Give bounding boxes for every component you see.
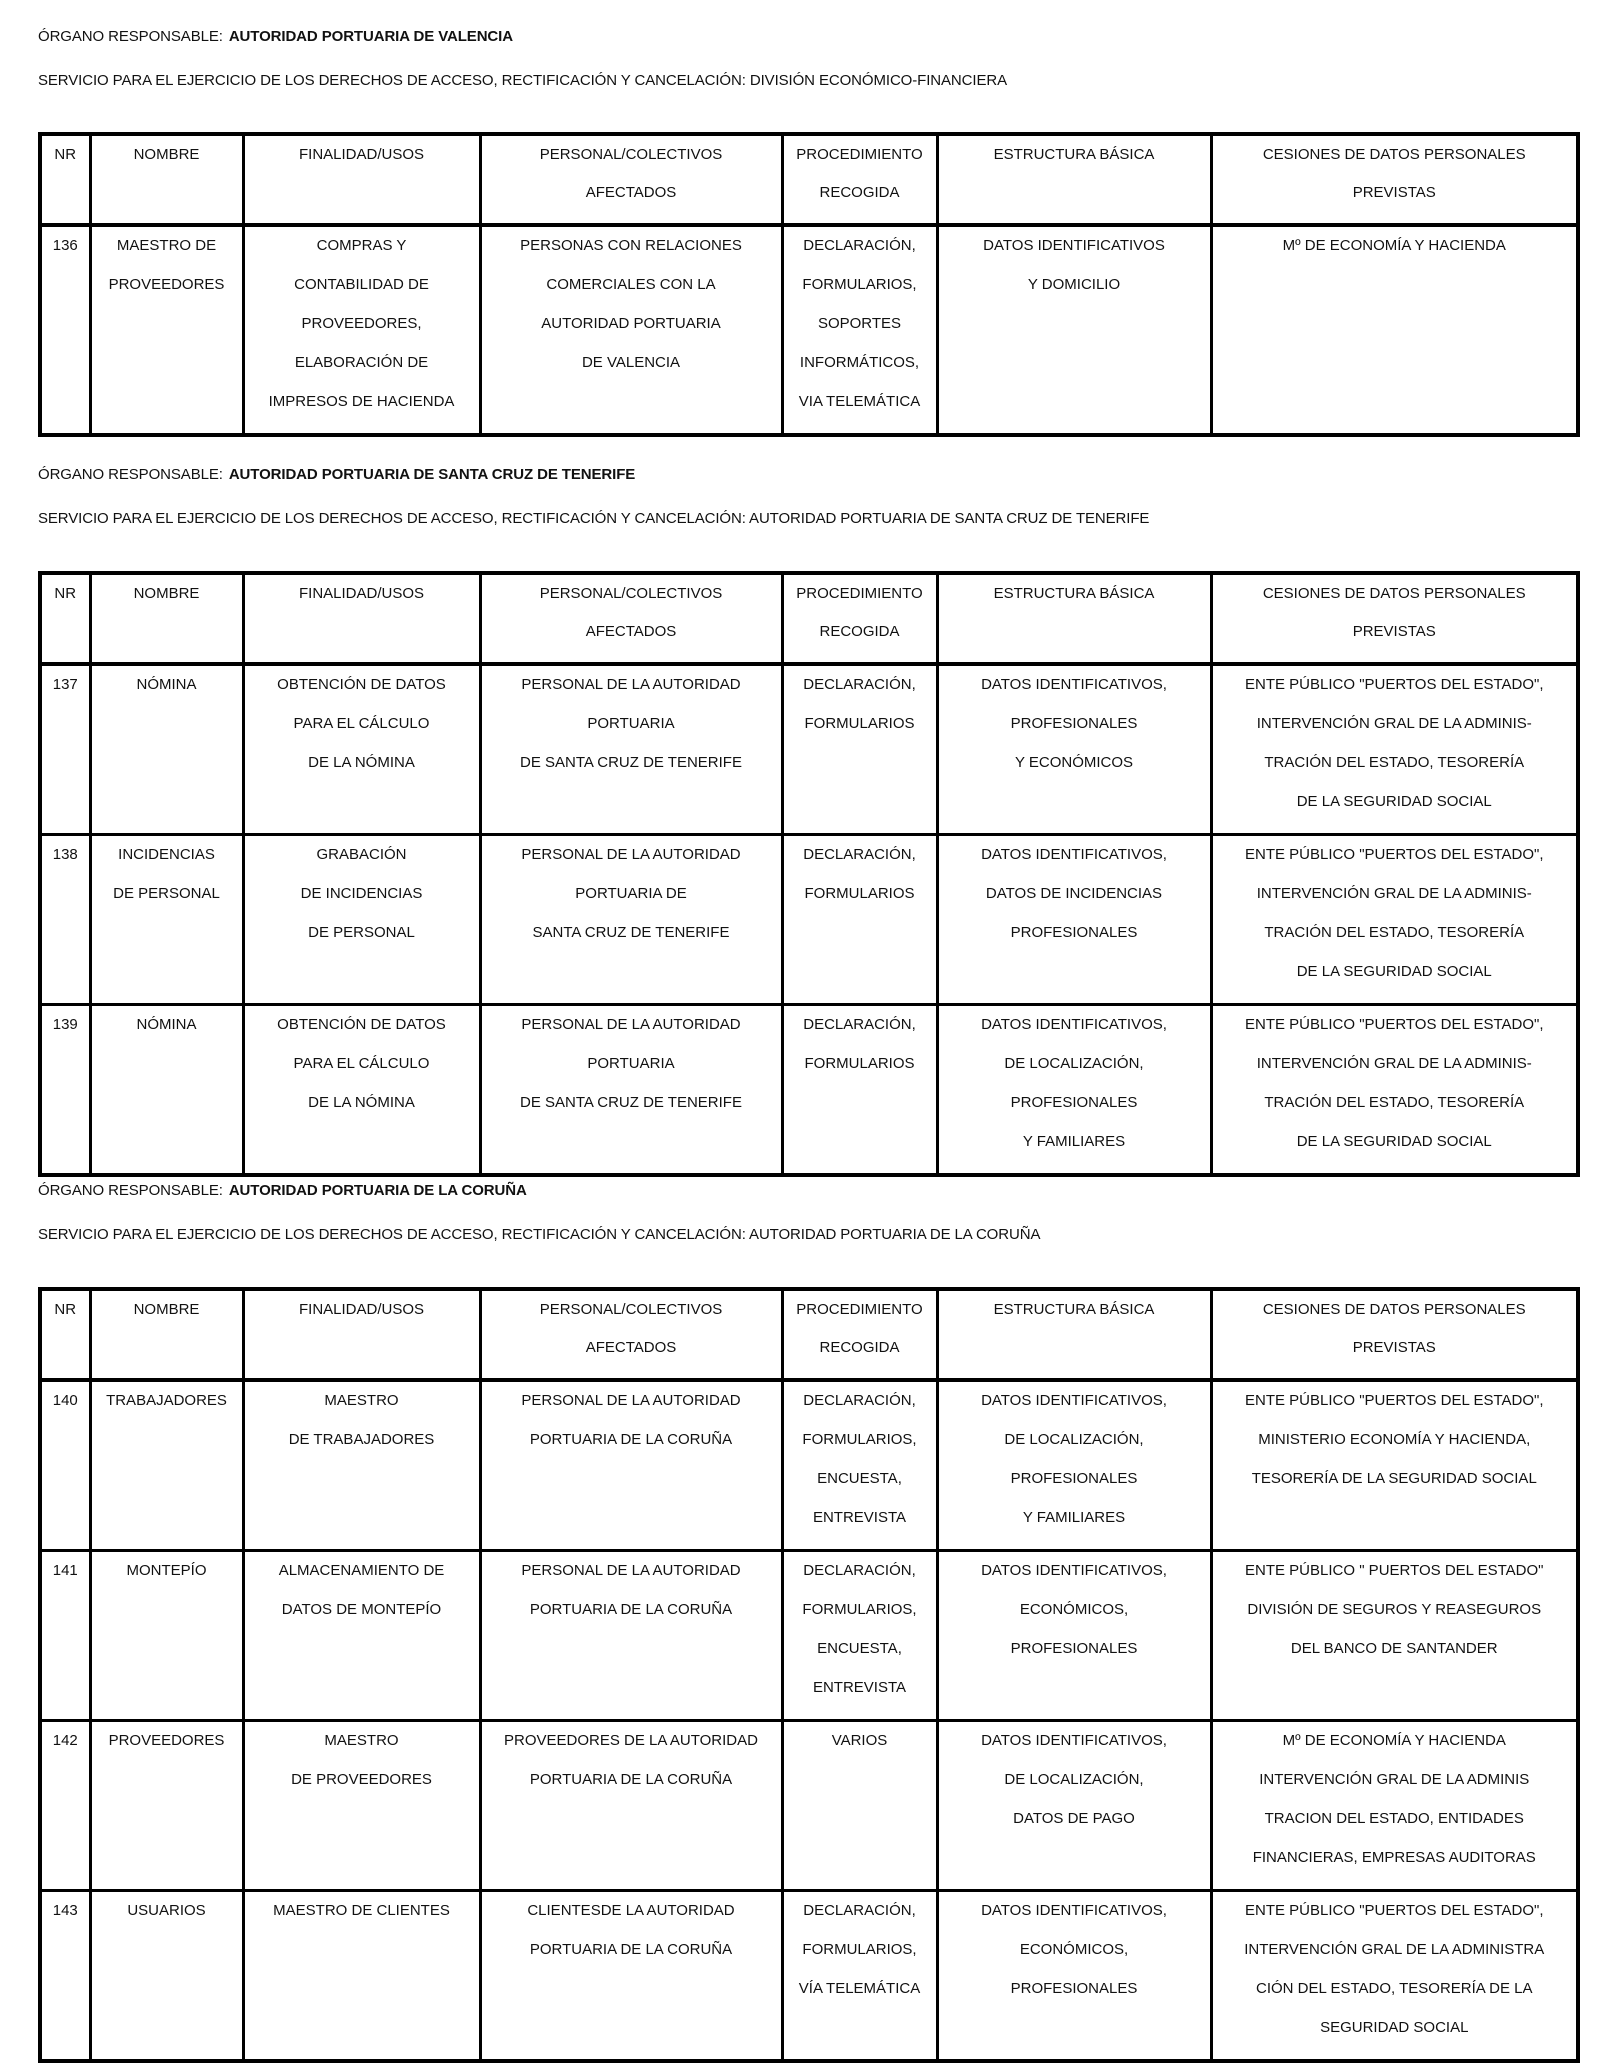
cell-nr — [40, 664, 90, 835]
column-header-nombre — [90, 134, 243, 225]
table-row — [40, 1005, 1578, 1176]
cell-line: SANTA CRUZ DE TENERIFE — [532, 924, 730, 941]
cell-line: INCIDENCIAS — [118, 846, 215, 863]
cell-line: DECLARACIÓN, — [803, 846, 916, 863]
cell-line: ENTE PÚBLICO "PUERTOS DEL ESTADO", — [1245, 676, 1544, 693]
cell-procedimiento — [782, 1551, 937, 1721]
cell-line: DATOS IDENTIFICATIVOS, — [981, 676, 1167, 693]
organo-value: AUTORIDAD PORTUARIA DE LA CORUÑA — [228, 1182, 527, 1199]
cell-nr — [40, 1891, 90, 2062]
cell-nr — [40, 1005, 90, 1176]
cell-line: PORTUARIA DE LA CORUÑA — [529, 1941, 733, 1958]
cell-line: Mº DE ECONOMÍA Y HACIENDA — [1282, 237, 1506, 254]
cell-line: ENTE PÚBLICO "PUERTOS DEL ESTADO", — [1245, 846, 1544, 863]
cell-nombre — [90, 225, 243, 435]
cell-line: DATOS IDENTIFICATIVOS, — [981, 1392, 1167, 1409]
cell-line: VARIOS — [831, 1732, 888, 1749]
cell-line: MAESTRO — [324, 1392, 399, 1409]
cell-finalidad — [243, 1891, 480, 2062]
cell-line: FORMULARIOS — [804, 715, 915, 732]
cell-line: DE LOCALIZACIÓN, — [1004, 1771, 1144, 1788]
cell-line: IMPRESOS DE HACIENDA — [268, 393, 455, 410]
cell-line: FORMULARIOS, — [802, 1431, 917, 1448]
cell-line: CONTABILIDAD DE — [294, 276, 429, 293]
cell-line: CESIONES DE DATOS PERSONALES — [1262, 1301, 1526, 1318]
table-row — [40, 1551, 1578, 1721]
cell-estructura — [937, 225, 1211, 435]
cell-line: NOMBRE — [133, 1301, 200, 1318]
cell-line: INTERVENCIÓN GRAL DE LA ADMINIS- — [1256, 1055, 1532, 1072]
cell-line: PORTUARIA — [587, 1055, 675, 1072]
cell-line: OBTENCIÓN DE DATOS — [277, 676, 446, 693]
cell-line: ENTE PÚBLICO " PUERTOS DEL ESTADO" — [1245, 1562, 1544, 1579]
cell-line: INTERVENCIÓN GRAL DE LA ADMINIS- — [1256, 885, 1532, 902]
organo-responsable — [38, 28, 513, 45]
cell-nombre — [90, 1551, 243, 1721]
cell-line: PERSONAL DE LA AUTORIDAD — [521, 1392, 741, 1409]
cell-line: 138 — [52, 846, 78, 863]
organo-label: ÓRGANO RESPONSABLE: — [38, 28, 223, 45]
cell-line: FINALIDAD/USOS — [298, 146, 425, 163]
cell-line: MINISTERIO ECONOMÍA Y HACIENDA, — [1258, 1431, 1531, 1448]
cell-line: ENTE PÚBLICO "PUERTOS DEL ESTADO", — [1245, 1902, 1544, 1919]
cell-line: PERSONAL/COLECTIVOS — [539, 146, 723, 163]
cell-line: DE LA SEGURIDAD SOCIAL — [1296, 963, 1492, 980]
cell-nr — [40, 1380, 90, 1551]
servicio-line: SERVICIO PARA EL EJERCICIO DE LOS DERECHOS DE ACCESO, RECTIFICACIÓN Y CANCELACIÓN: DIVISIÓN ECONÓMICO-FINANCIERA — [38, 72, 1007, 89]
cell-line: COMERCIALES CON LA — [546, 276, 716, 293]
column-header-estructura — [937, 573, 1211, 664]
cell-line: DE LA SEGURIDAD SOCIAL — [1296, 1133, 1492, 1150]
cell-line: DIVISIÓN DE SEGUROS Y REASEGUROS — [1247, 1601, 1542, 1618]
cell-line: PROFESIONALES — [1010, 924, 1138, 941]
cell-line: FINALIDAD/USOS — [298, 585, 425, 602]
cell-line: DATOS IDENTIFICATIVOS, — [981, 1016, 1167, 1033]
cell-line: CIÓN DEL ESTADO, TESORERÍA DE LA — [1256, 1980, 1533, 1997]
cell-line: NÓMINA — [136, 676, 197, 693]
header-row — [40, 573, 1578, 664]
cell-line: DE TRABAJADORES — [288, 1431, 435, 1448]
cell-line: PROVEEDORES — [108, 1732, 225, 1749]
cell-nombre — [90, 1005, 243, 1176]
cell-personal — [480, 664, 782, 835]
cell-line: DATOS IDENTIFICATIVOS, — [981, 1562, 1167, 1579]
cell-line: DECLARACIÓN, — [803, 676, 916, 693]
cell-procedimiento — [782, 1721, 937, 1891]
cell-line: DATOS DE PAGO — [1013, 1810, 1135, 1827]
cell-estructura — [937, 835, 1211, 1005]
cell-cesiones — [1211, 225, 1578, 435]
column-header-estructura — [937, 134, 1211, 225]
cell-personal — [480, 1005, 782, 1176]
cell-line: DE LOCALIZACIÓN, — [1004, 1431, 1144, 1448]
column-header-personal — [480, 134, 782, 225]
table-row — [40, 664, 1578, 835]
cell-line: 137 — [52, 676, 78, 693]
cell-line: RECOGIDA — [819, 1339, 900, 1356]
cell-line: NOMBRE — [133, 146, 200, 163]
cell-line: DE SANTA CRUZ DE TENERIFE — [520, 754, 742, 771]
cell-line: DE VALENCIA — [581, 354, 681, 371]
cell-line: GRABACIÓN — [316, 846, 407, 863]
cell-line: RECOGIDA — [819, 623, 900, 640]
column-header-cesiones — [1211, 573, 1578, 664]
cell-line: ELABORACIÓN DE — [294, 354, 429, 371]
cell-line: PROVEEDORES, — [301, 315, 422, 332]
table-row — [40, 1380, 1578, 1551]
cell-line: ENTREVISTA — [812, 1509, 907, 1526]
cell-line: DEL BANCO DE SANTANDER — [1290, 1640, 1498, 1657]
cell-line: PERSONAL/COLECTIVOS — [539, 585, 723, 602]
cell-personal — [480, 1380, 782, 1551]
column-header-procedimiento — [782, 573, 937, 664]
cell-line: TRACION DEL ESTADO, ENTIDADES — [1264, 1810, 1524, 1827]
cell-line: INTERVENCIÓN GRAL DE LA ADMINISTRA — [1244, 1941, 1545, 1958]
cell-line: TESORERÍA DE LA SEGURIDAD SOCIAL — [1251, 1470, 1537, 1487]
cell-nombre — [90, 1721, 243, 1891]
cell-line: 142 — [52, 1732, 78, 1749]
cell-nombre — [90, 664, 243, 835]
cell-line: TRACIÓN DEL ESTADO, TESORERÍA — [1264, 1094, 1525, 1111]
column-header-finalidad — [243, 134, 480, 225]
servicio-line: SERVICIO PARA EL EJERCICIO DE LOS DERECHOS DE ACCESO, RECTIFICACIÓN Y CANCELACIÓN: AUTORIDAD PORTUARIA DE SANTA CRUZ DE TENERIFE — [38, 510, 1150, 527]
cell-line: NR — [54, 1301, 77, 1318]
column-header-cesiones — [1211, 1289, 1578, 1380]
cell-line: NR — [54, 146, 77, 163]
cell-cesiones — [1211, 1891, 1578, 2062]
cell-procedimiento — [782, 225, 937, 435]
cell-line: DATOS IDENTIFICATIVOS, — [981, 1902, 1167, 1919]
cell-personal — [480, 1891, 782, 2062]
cell-line: ENCUESTA, — [817, 1470, 902, 1487]
cell-line: PROVEEDORES — [108, 276, 225, 293]
cell-line: MAESTRO DE CLIENTES — [273, 1902, 450, 1919]
cell-estructura — [937, 1005, 1211, 1176]
cell-cesiones — [1211, 1721, 1578, 1891]
column-header-nombre — [90, 1289, 243, 1380]
cell-line: PROFESIONALES — [1010, 1980, 1138, 1997]
cell-cesiones — [1211, 664, 1578, 835]
cell-line: DECLARACIÓN, — [803, 1562, 916, 1579]
cell-line: PORTUARIA — [587, 715, 675, 732]
cell-line: PERSONAL/COLECTIVOS — [539, 1301, 723, 1318]
register-table — [38, 571, 1580, 1177]
register-table — [38, 1287, 1580, 2063]
column-header-finalidad — [243, 1289, 480, 1380]
cell-line: PREVISTAS — [1352, 1339, 1436, 1356]
cell-line: ECONÓMICOS, — [1019, 1601, 1129, 1618]
cell-line: NR — [54, 585, 77, 602]
cell-nombre — [90, 835, 243, 1005]
cell-nr — [40, 225, 90, 435]
cell-nr — [40, 835, 90, 1005]
cell-line: AUTORIDAD PORTUARIA — [541, 315, 721, 332]
cell-line: NOMBRE — [133, 585, 200, 602]
table-row — [40, 835, 1578, 1005]
cell-line: PROCEDIMIENTO — [796, 585, 923, 602]
cell-line: ENTREVISTA — [812, 1679, 907, 1696]
cell-line: PROFESIONALES — [1010, 1094, 1138, 1111]
cell-line: DE INCIDENCIAS — [300, 885, 423, 902]
cell-line: DECLARACIÓN, — [803, 1016, 916, 1033]
cell-finalidad — [243, 1721, 480, 1891]
cell-finalidad — [243, 835, 480, 1005]
column-header-finalidad — [243, 573, 480, 664]
cell-finalidad — [243, 225, 480, 435]
cell-line: PORTUARIA DE LA CORUÑA — [529, 1601, 733, 1618]
cell-nombre — [90, 1891, 243, 2062]
cell-personal — [480, 835, 782, 1005]
column-header-procedimiento — [782, 134, 937, 225]
cell-line: DECLARACIÓN, — [803, 1902, 916, 1919]
cell-procedimiento — [782, 835, 937, 1005]
cell-procedimiento — [782, 1891, 937, 2062]
column-header-nombre — [90, 573, 243, 664]
table-row — [40, 225, 1578, 435]
cell-procedimiento — [782, 1380, 937, 1551]
column-header-personal — [480, 573, 782, 664]
cell-finalidad — [243, 664, 480, 835]
cell-line: VIA TELEMÁTICA — [798, 393, 921, 410]
cell-line: DATOS DE MONTEPÍO — [281, 1601, 442, 1618]
register-table — [38, 132, 1580, 437]
column-header-procedimiento — [782, 1289, 937, 1380]
cell-line: Y DOMICILIO — [1027, 276, 1121, 293]
cell-line: DATOS DE INCIDENCIAS — [985, 885, 1163, 902]
cell-cesiones — [1211, 1380, 1578, 1551]
cell-line: DE PERSONAL — [113, 885, 220, 902]
column-header-estructura — [937, 1289, 1211, 1380]
column-header-nr — [40, 1289, 90, 1380]
cell-line: MONTEPÍO — [126, 1562, 207, 1579]
cell-line: FORMULARIOS — [804, 885, 915, 902]
cell-line: SOPORTES — [817, 315, 902, 332]
cell-line: 136 — [52, 237, 78, 254]
cell-estructura — [937, 1380, 1211, 1551]
cell-line: DE LOCALIZACIÓN, — [1004, 1055, 1144, 1072]
cell-line: VÍA TELEMÁTICA — [798, 1980, 921, 1997]
cell-line: RECOGIDA — [819, 184, 900, 201]
cell-line: PARA EL CÁLCULO — [293, 1055, 430, 1072]
cell-line: FORMULARIOS, — [802, 276, 917, 293]
cell-line: DE PERSONAL — [308, 924, 415, 941]
cell-line: DE LA SEGURIDAD SOCIAL — [1296, 793, 1492, 810]
cell-line: AFECTADOS — [585, 623, 677, 640]
cell-line: PORTUARIA DE — [575, 885, 687, 902]
cell-cesiones — [1211, 835, 1578, 1005]
header-row — [40, 1289, 1578, 1380]
cell-nombre — [90, 1380, 243, 1551]
cell-line: DE LA NÓMINA — [308, 1094, 415, 1111]
cell-nr — [40, 1721, 90, 1891]
cell-line: 139 — [52, 1016, 78, 1033]
table-row — [40, 1891, 1578, 2062]
cell-line: TRACIÓN DEL ESTADO, TESORERÍA — [1264, 754, 1525, 771]
cell-procedimiento — [782, 1005, 937, 1176]
cell-line: USUARIOS — [127, 1902, 206, 1919]
cell-line: PARA EL CÁLCULO — [293, 715, 430, 732]
column-header-nr — [40, 573, 90, 664]
cell-line: ALMACENAMIENTO DE — [278, 1562, 445, 1579]
cell-line: FORMULARIOS, — [802, 1941, 917, 1958]
cell-estructura — [937, 664, 1211, 835]
cell-line: TRABAJADORES — [106, 1392, 227, 1409]
cell-line: FINANCIERAS, EMPRESAS AUDITORAS — [1252, 1849, 1536, 1866]
cell-procedimiento — [782, 664, 937, 835]
cell-line: PROFESIONALES — [1010, 1640, 1138, 1657]
cell-line: ESTRUCTURA BÁSICA — [993, 1301, 1155, 1318]
cell-line: COMPRAS Y — [316, 237, 407, 254]
cell-estructura — [937, 1551, 1211, 1721]
cell-line: ENTE PÚBLICO "PUERTOS DEL ESTADO", — [1245, 1016, 1544, 1033]
table-row — [40, 1721, 1578, 1891]
cell-line: INTERVENCIÓN GRAL DE LA ADMINIS — [1259, 1771, 1530, 1788]
cell-line: ENCUESTA, — [817, 1640, 902, 1657]
cell-line: DATOS IDENTIFICATIVOS, — [981, 1732, 1167, 1749]
cell-line: PREVISTAS — [1352, 623, 1436, 640]
cell-line: FORMULARIOS — [804, 1055, 915, 1072]
cell-line: PROFESIONALES — [1010, 715, 1138, 732]
cell-line: DATOS IDENTIFICATIVOS — [983, 237, 1165, 254]
cell-line: TRACIÓN DEL ESTADO, TESORERÍA — [1264, 924, 1525, 941]
cell-line: PREVISTAS — [1352, 184, 1436, 201]
organo-responsable — [38, 1182, 527, 1199]
cell-line: PERSONAL DE LA AUTORIDAD — [521, 676, 741, 693]
cell-finalidad — [243, 1005, 480, 1176]
cell-estructura — [937, 1721, 1211, 1891]
cell-line: PERSONAL DE LA AUTORIDAD — [521, 846, 741, 863]
cell-line: PERSONAS CON RELACIONES — [520, 237, 742, 254]
cell-personal — [480, 1551, 782, 1721]
column-header-personal — [480, 1289, 782, 1380]
cell-line: FINALIDAD/USOS — [298, 1301, 425, 1318]
header-row — [40, 134, 1578, 225]
cell-line: ECONÓMICOS, — [1019, 1941, 1129, 1958]
cell-line: 140 — [52, 1392, 78, 1409]
cell-line: PROCEDIMIENTO — [796, 146, 923, 163]
column-header-nr — [40, 134, 90, 225]
cell-nr — [40, 1551, 90, 1721]
organo-value: AUTORIDAD PORTUARIA DE VALENCIA — [228, 28, 513, 45]
cell-line: PROCEDIMIENTO — [796, 1301, 923, 1318]
cell-line: DE LA NÓMINA — [308, 754, 415, 771]
cell-line: DATOS IDENTIFICATIVOS, — [981, 846, 1167, 863]
cell-line: Mº DE ECONOMÍA Y HACIENDA — [1282, 1732, 1506, 1749]
cell-line: SEGURIDAD SOCIAL — [1320, 2019, 1469, 2036]
cell-line: Y ECONÓMICOS — [1014, 754, 1134, 771]
cell-personal — [480, 1721, 782, 1891]
cell-personal — [480, 225, 782, 435]
organo-responsable — [38, 466, 635, 483]
cell-line: AFECTADOS — [585, 184, 677, 201]
cell-line: ESTRUCTURA BÁSICA — [993, 146, 1155, 163]
cell-line: INFORMÁTICOS, — [799, 354, 920, 371]
organo-value: AUTORIDAD PORTUARIA DE SANTA CRUZ DE TENERIFE — [228, 466, 636, 483]
cell-line: OBTENCIÓN DE DATOS — [277, 1016, 446, 1033]
cell-line: AFECTADOS — [585, 1339, 677, 1356]
cell-cesiones — [1211, 1551, 1578, 1721]
cell-line: MAESTRO — [324, 1732, 399, 1749]
cell-line: PORTUARIA DE LA CORUÑA — [529, 1431, 733, 1448]
cell-line: ESTRUCTURA BÁSICA — [993, 585, 1155, 602]
cell-line: CESIONES DE DATOS PERSONALES — [1262, 146, 1526, 163]
cell-line: NÓMINA — [136, 1016, 197, 1033]
column-header-cesiones — [1211, 134, 1578, 225]
organo-label: ÓRGANO RESPONSABLE: — [38, 466, 223, 483]
cell-line: DE SANTA CRUZ DE TENERIFE — [520, 1094, 742, 1111]
cell-estructura — [937, 1891, 1211, 2062]
cell-line: ENTE PÚBLICO "PUERTOS DEL ESTADO", — [1245, 1392, 1544, 1409]
servicio-line: SERVICIO PARA EL EJERCICIO DE LOS DERECHOS DE ACCESO, RECTIFICACIÓN Y CANCELACIÓN: AUTORIDAD PORTUARIA DE LA CORUÑA — [38, 1226, 1041, 1243]
cell-line: DECLARACIÓN, — [803, 237, 916, 254]
cell-line: Y FAMILIARES — [1022, 1133, 1126, 1150]
cell-line: PERSONAL DE LA AUTORIDAD — [521, 1562, 741, 1579]
cell-line: CESIONES DE DATOS PERSONALES — [1262, 585, 1526, 602]
cell-finalidad — [243, 1551, 480, 1721]
cell-line: PERSONAL DE LA AUTORIDAD — [521, 1016, 741, 1033]
cell-line: PORTUARIA DE LA CORUÑA — [529, 1771, 733, 1788]
cell-line: FORMULARIOS, — [802, 1601, 917, 1618]
cell-line: 141 — [52, 1562, 78, 1579]
cell-line: 143 — [52, 1902, 78, 1919]
organo-label: ÓRGANO RESPONSABLE: — [38, 1182, 223, 1199]
cell-line: Y FAMILIARES — [1022, 1509, 1126, 1526]
cell-finalidad — [243, 1380, 480, 1551]
cell-line: CLIENTESDE LA AUTORIDAD — [527, 1902, 735, 1919]
cell-line: PROFESIONALES — [1010, 1470, 1138, 1487]
cell-cesiones — [1211, 1005, 1578, 1176]
cell-line: DECLARACIÓN, — [803, 1392, 916, 1409]
cell-line: INTERVENCIÓN GRAL DE LA ADMINIS- — [1256, 715, 1532, 732]
cell-line: MAESTRO DE — [116, 237, 217, 254]
cell-line: PROVEEDORES DE LA AUTORIDAD — [504, 1732, 758, 1749]
cell-line: DE PROVEEDORES — [291, 1771, 432, 1788]
